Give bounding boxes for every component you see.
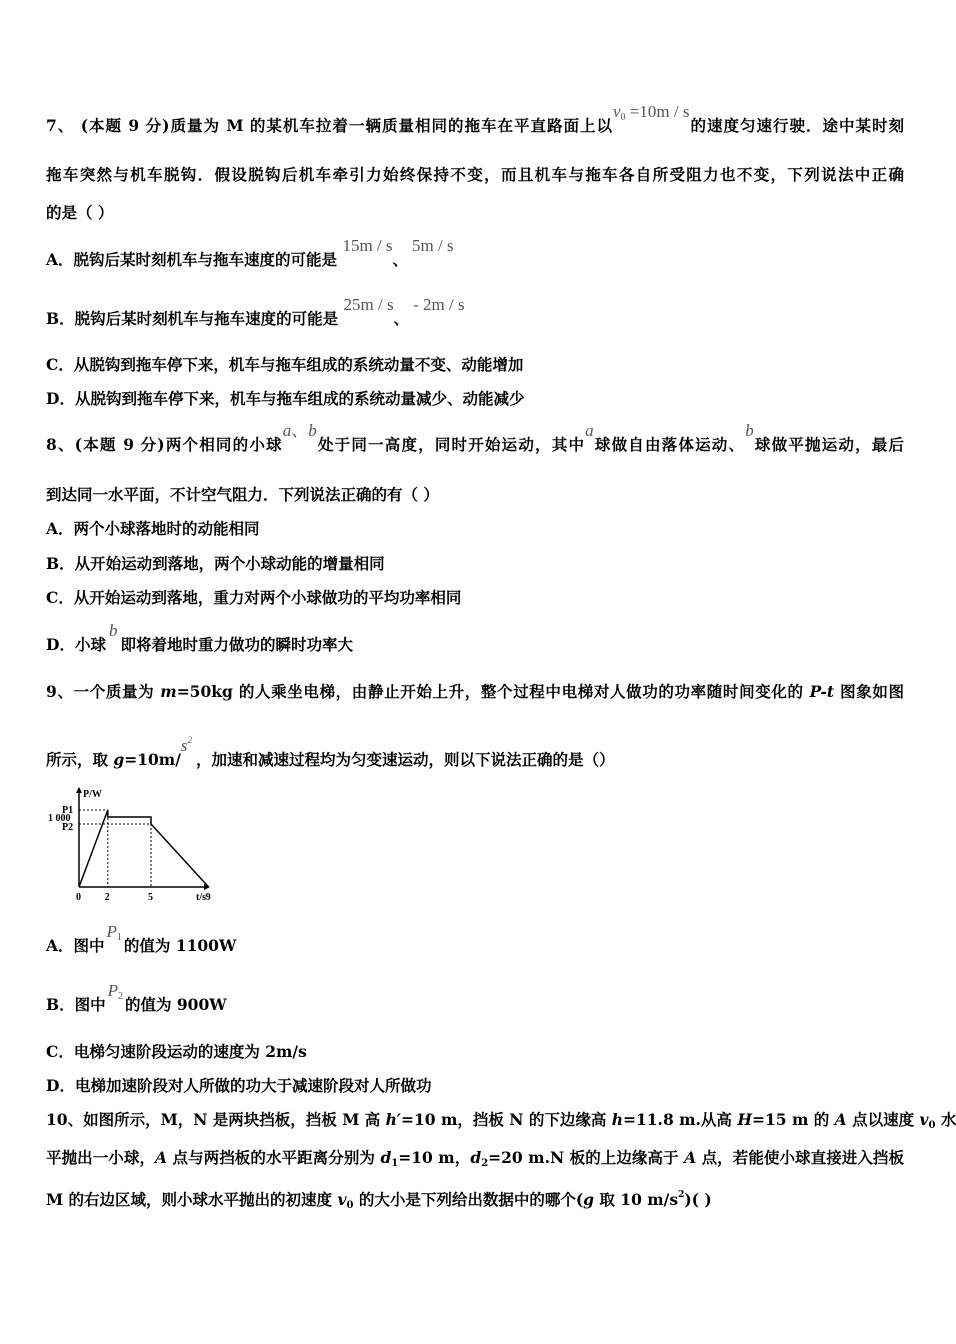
option-text: A．脱钩后某时刻机车与拖车速度的可能是 xyxy=(46,250,338,269)
pt-symbol: P-t xyxy=(809,682,835,701)
ball-b: b xyxy=(745,421,754,440)
p-t-graph xyxy=(46,786,216,904)
p1-subscript: 1 xyxy=(68,805,74,816)
q7-option-b xyxy=(46,295,465,329)
q8-option-b: B．从开始运动到落地，两个小球动能的增量相同 xyxy=(46,554,385,573)
q7-text: 的速度匀速行驶．途中某时刻 xyxy=(689,116,904,135)
power-series-line xyxy=(79,810,209,887)
q10-line2 xyxy=(46,1148,904,1174)
v0-value: =10m / s xyxy=(625,102,690,121)
p1-formula xyxy=(107,922,122,948)
q10-text: 点以速度 xyxy=(846,1110,920,1129)
q8-line1 xyxy=(46,421,904,455)
s-symbol: s xyxy=(180,736,188,755)
x-axis-label: t/s xyxy=(196,892,206,903)
p-subscript: 1 xyxy=(116,932,122,943)
q10-text: =10 m， xyxy=(398,1148,471,1167)
q7-option-a xyxy=(46,236,454,270)
q8-text: 8、(本题 9 分)两个相同的小球 xyxy=(46,435,283,454)
q9-text: =10m/ xyxy=(124,750,181,769)
q9-option-d: D．电梯加速阶段对人所做的功大于减速阶段对人所做功 xyxy=(46,1076,432,1095)
p2-tick-label xyxy=(62,822,73,833)
q9-text: 所示，取 xyxy=(46,750,114,769)
x-tick-9: 9 xyxy=(205,892,211,903)
mass-symbol: m xyxy=(160,682,177,701)
x-tick-5: 5 xyxy=(148,892,153,903)
q10-text: =11.8 m.从高 xyxy=(623,1110,738,1129)
p2-symbol: P xyxy=(62,822,69,833)
y-axis-label: P/W xyxy=(83,789,102,800)
v-subscript: 0 xyxy=(928,1120,936,1131)
q9-text: 9、一个质量为 xyxy=(46,682,161,701)
option-text: 即将着地时重力做功的瞬时功率大 xyxy=(120,635,353,654)
q8-text: 球做自由落体运动、 xyxy=(593,435,746,454)
q9-option-b xyxy=(46,981,227,1021)
v-subscript: 0 xyxy=(346,1200,354,1211)
q7-line1 xyxy=(46,102,904,142)
q8-option-d xyxy=(46,621,353,655)
q7-option-c: C．从脱钩到拖车停下来，机车与拖车组成的系统动量不变、动能增加 xyxy=(46,355,524,374)
option-text: A．图中 xyxy=(46,936,105,955)
q10-text: )( ) xyxy=(684,1190,712,1209)
v-symbol: v xyxy=(919,1110,929,1129)
speed-value: 15m / s xyxy=(342,236,393,255)
q9-line1 xyxy=(46,682,904,702)
big-h-symbol: H xyxy=(737,1110,752,1129)
q7-text: 7、 (本题 9 分)质量为 M 的某机车拉着一辆质量相同的拖车在平直路面上以 xyxy=(46,116,613,135)
x-tick-0: 0 xyxy=(76,892,81,903)
g-symbol: g xyxy=(583,1190,595,1209)
p-subscript: 2 xyxy=(118,991,123,1002)
q9-option-a xyxy=(46,922,237,962)
speed-value: 5m / s xyxy=(412,236,454,255)
q8-line2: 到达同一水平面，不计空气阻力．下列说法正确的有（ ） xyxy=(46,485,439,504)
separator: 、 xyxy=(291,421,309,440)
point-a-symbol: A xyxy=(155,1148,168,1167)
p-symbol: P xyxy=(106,922,117,941)
q10-text: 平抛出一小球， xyxy=(46,1148,156,1167)
p-symbol: P xyxy=(107,981,118,1000)
option-text: B．图中 xyxy=(46,995,106,1014)
q10-text: 取 10 m/s xyxy=(594,1190,679,1209)
q10-text: 水 xyxy=(935,1110,956,1129)
q10-text: 10、如图所示，M，N 是两块挡板，挡板 M 高 xyxy=(46,1110,386,1129)
s-superscript: 2 xyxy=(187,735,192,745)
q10-text: =15 m 的 xyxy=(751,1110,835,1129)
d1-subscript: 1 xyxy=(391,1158,399,1169)
speed-value: 25m / s xyxy=(343,295,394,314)
speed-value: - 2m / s xyxy=(413,295,465,314)
q7-line2: 拖车突然与机车脱钩．假设脱钩后机车牵引力始终保持不变，而且机车与拖车各自所受阻力也不变，下列说法中正确 xyxy=(46,165,904,184)
separator: 、 xyxy=(393,309,410,328)
d-symbol: d xyxy=(470,1148,482,1167)
ball-a: a xyxy=(282,421,292,440)
y-axis-arrow xyxy=(76,787,82,793)
q9-text: ，加速和减速过程均为匀变速运动，则以下说法正确的是（） xyxy=(196,750,615,769)
s-superscript: 2 xyxy=(678,1190,685,1200)
q7-option-d: D．从脱钩到拖车停下来，机车与拖车组成的系统动量减少、动能减少 xyxy=(46,389,525,408)
g-symbol: g xyxy=(113,750,125,769)
q10-text: M 的右边区域，则小球水平抛出的初速度 xyxy=(46,1190,338,1209)
s-squared xyxy=(181,730,192,756)
v-symbol: v xyxy=(337,1190,347,1209)
q9-text: =50kg 的人乘坐电梯，由静止开始上升，整个过程中电梯对人做功的功率随时间变化的 xyxy=(176,682,810,701)
q10-text: =10 m，挡板 N 的下边缘高 xyxy=(401,1110,612,1129)
q10-text: 点，若能使小球直接进入挡板 xyxy=(696,1148,904,1167)
q10-text: =20 m.N 板的上边缘高于 xyxy=(488,1148,685,1167)
q8-text: 球做平抛运动，最后 xyxy=(753,435,904,454)
q8-text: 处于同一高度，同时开始运动，其中 xyxy=(316,435,586,454)
d2-subscript: 2 xyxy=(481,1158,489,1169)
ball-b: b xyxy=(308,421,317,440)
x-tick-2: 2 xyxy=(104,892,110,903)
q7-v0-formula xyxy=(613,102,689,128)
q10-text: 点与两挡板的水平距离分别为 xyxy=(167,1148,381,1167)
p2-formula xyxy=(108,981,123,1007)
option-text: 的值为 900W xyxy=(125,995,227,1014)
q10-line1 xyxy=(46,1110,956,1136)
q10-line3 xyxy=(46,1185,712,1216)
point-a-symbol: A xyxy=(834,1110,847,1129)
ball-b: b xyxy=(108,621,118,640)
q8-option-c: C．从开始运动到落地，重力对两个小球做功的平均功率相同 xyxy=(46,588,462,607)
h-prime-symbol: h′ xyxy=(385,1110,401,1129)
option-text: D．小球 xyxy=(46,635,106,654)
v-subscript: 0 xyxy=(620,112,626,123)
option-text: 的值为 1100W xyxy=(123,936,237,955)
v-symbol: v xyxy=(612,102,621,121)
p1-symbol: P xyxy=(62,805,69,816)
q10-text: 的大小是下列给出数据中的哪个( xyxy=(353,1190,584,1209)
q9-line2 xyxy=(46,735,615,770)
q9-option-c: C．电梯匀速阶段运动的速度为 2m/s xyxy=(46,1042,307,1061)
ball-a: a xyxy=(585,421,594,440)
p2-subscript: 2 xyxy=(68,822,74,833)
q7-line3: 的是（ ） xyxy=(46,203,114,222)
q9-text: 图象如图 xyxy=(834,682,905,701)
y-tick-1000: 1 000 xyxy=(48,813,71,824)
separator: 、 xyxy=(392,250,409,269)
option-text: B．脱钩后某时刻机车与拖车速度的可能是 xyxy=(46,309,339,328)
d-symbol: d xyxy=(380,1148,392,1167)
point-a-symbol: A xyxy=(684,1148,697,1167)
q8-option-a: A．两个小球落地时的动能相同 xyxy=(46,519,260,538)
h-symbol: h xyxy=(611,1110,623,1129)
